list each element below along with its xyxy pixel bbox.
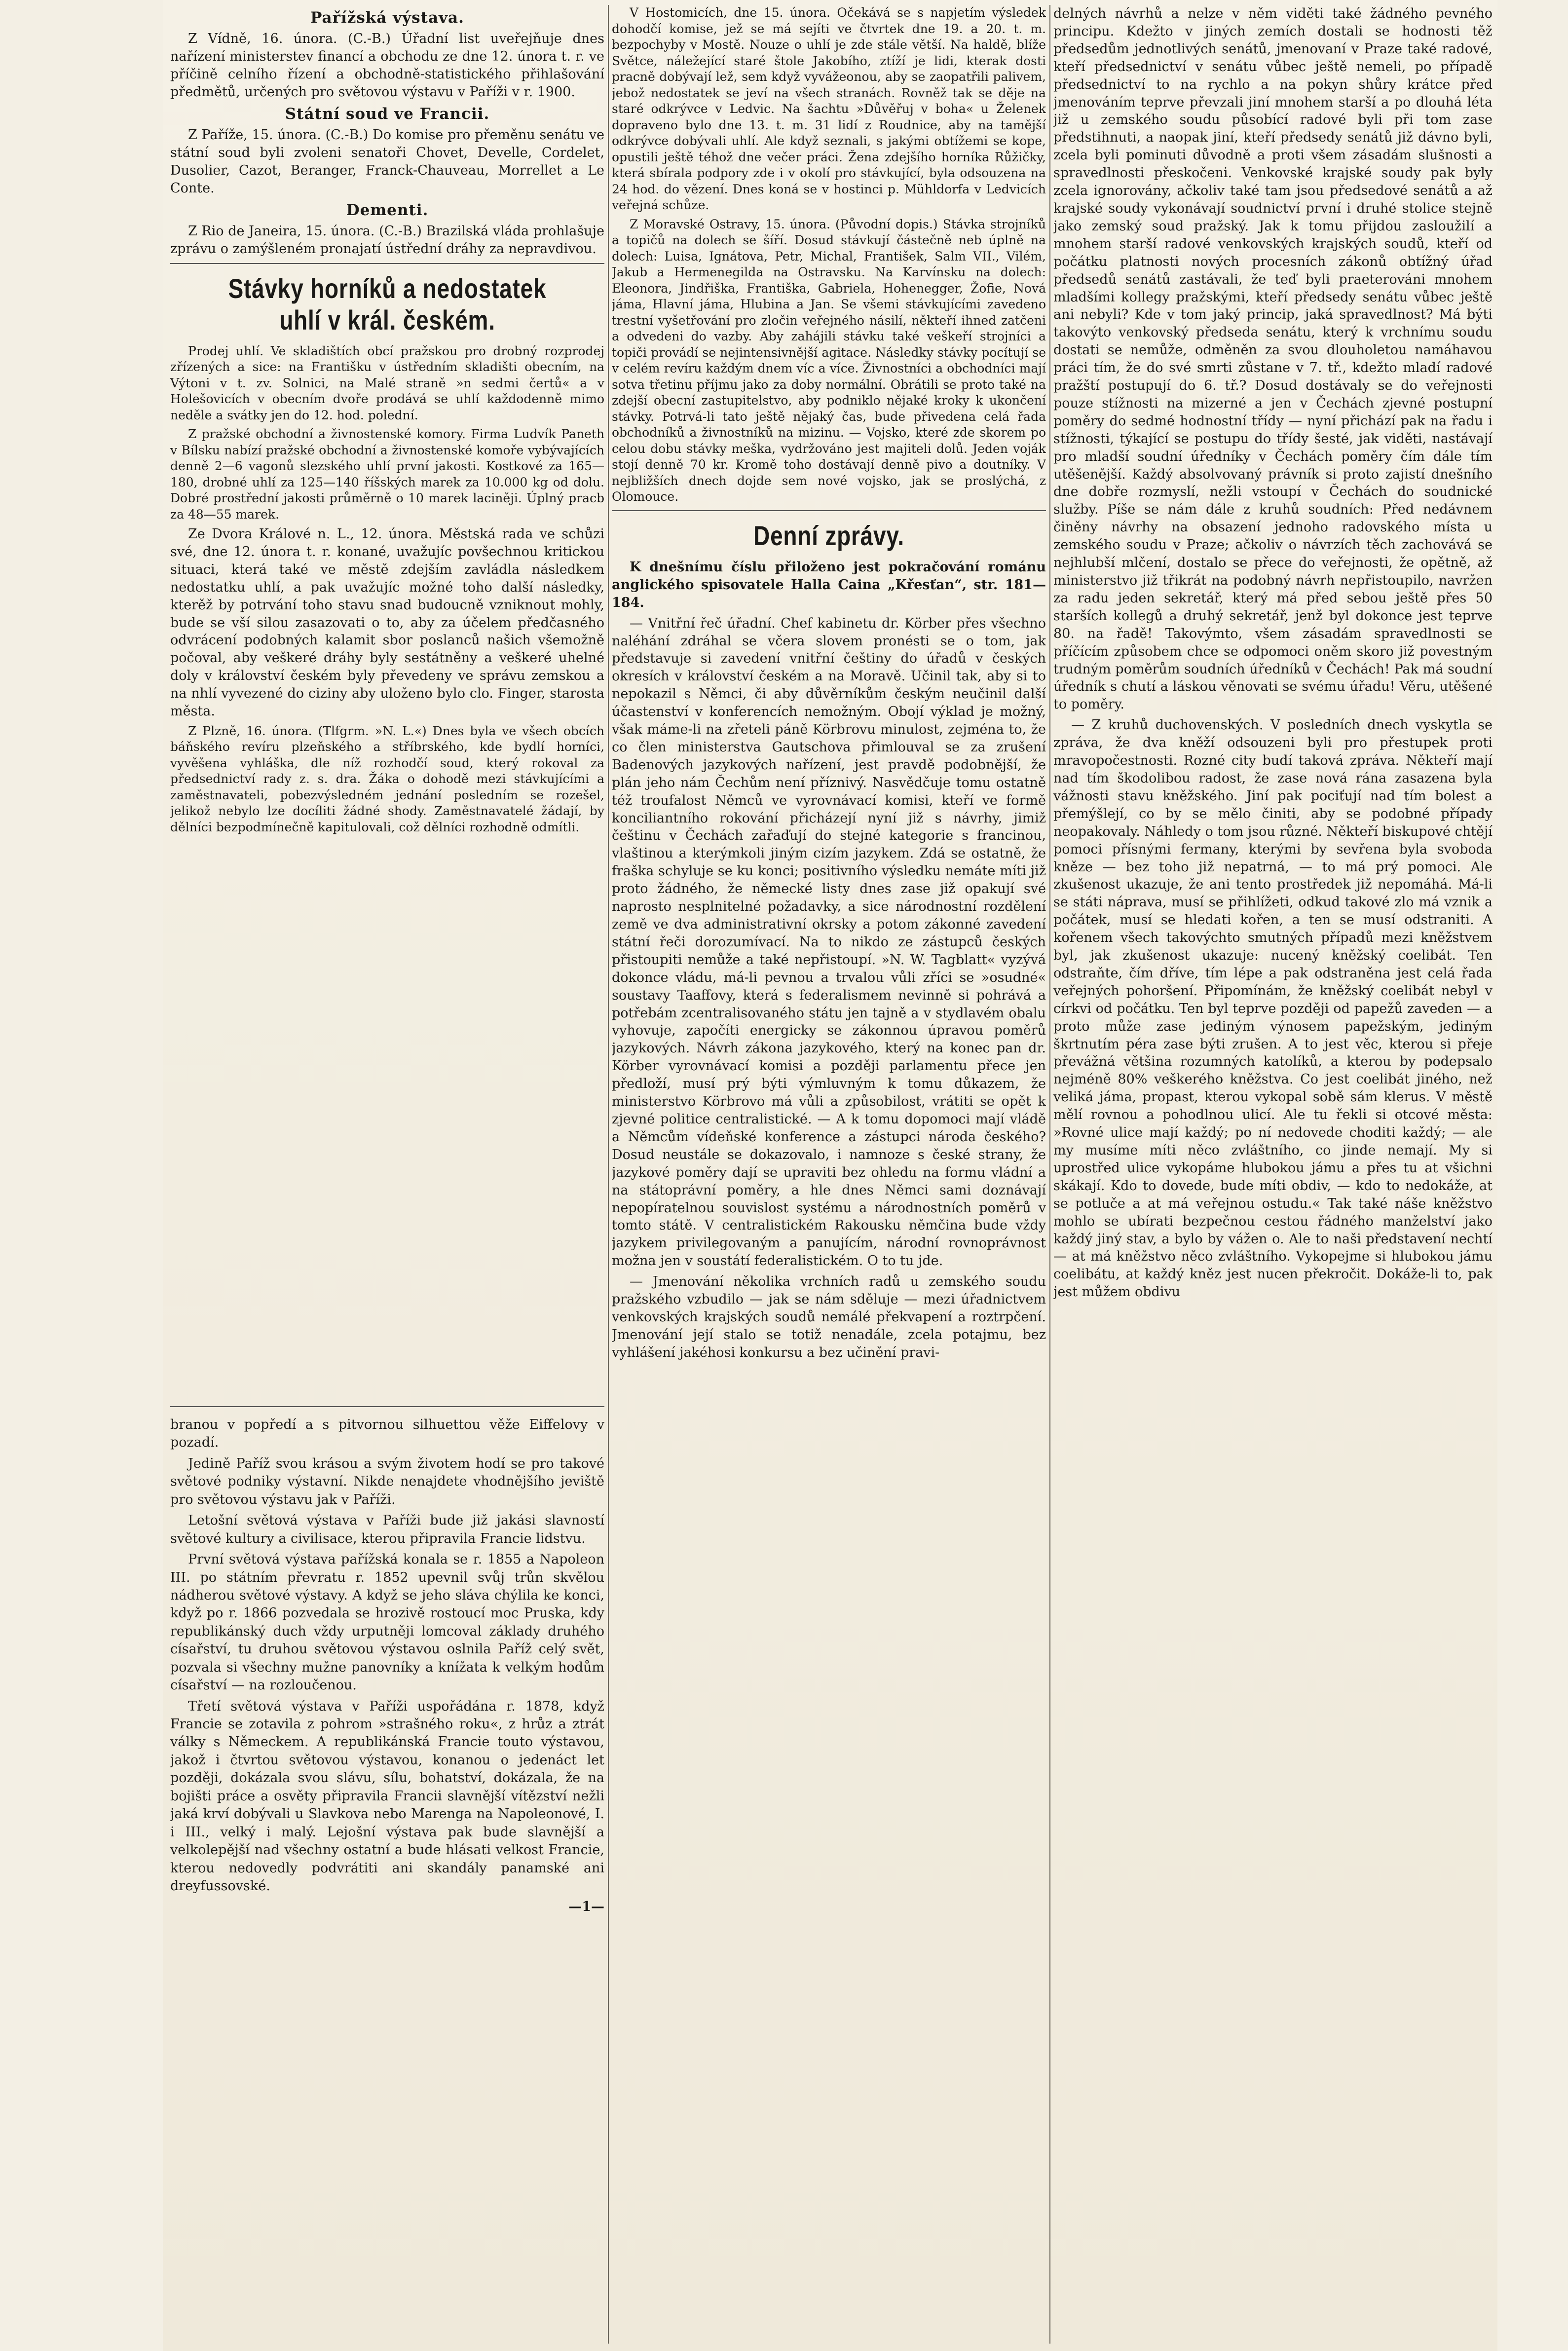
- article-plzen: Z Plzně, 16. února. (Tlfgrm. »N. L.«) Dnes byla ve všech obcích báňského revíru plzeňského a stříbrského, kde bydlí horníci, vyvěšena vyhláška, dle níž rozhodčí soud, který rokoval za předsednictví rady z. s. dra. Žáka o dohodě mezi stávkujícími a zaměstnavateli, pobezvýsledném jednání posledním se rozešel, jelikož nebylo lze docíliti žádné shody. Zaměstnavatelé žádají, by dělníci bezpodmínečně kapitulovali, což dělníci rozhodně odmítli.: [170, 723, 604, 834]
- feuilleton-paragraph: branou v popředí a s pitvornou silhuettou věže Eiffelovy v pozadí.: [170, 1417, 604, 1451]
- page-number: —1—: [568, 1899, 604, 1915]
- column-rule-1: [608, 5, 609, 2344]
- feuilleton-divider: [170, 1406, 604, 1407]
- article-clergy: — Z kruhů duchovenských. V posledních dnech vyskytla se zpráva, že dva kněží odsouzeni byli pro přestupek proti mravopočestnosti. Rozné city budí taková zpráva. Někteří mají nad tím škodolibou radost, že zase nová rána zasazena byla vážnosti stavu kněžského. Jiní pak pociťují nad tím bolest a přemýšlejí, co by se mělo činiti, aby se podobné případy neopakovaly. Náhledy o tom jsou různé. Někteří biskupové chtějí pomoci přísnými fermany, kterými by sevřena byla svoboda kněze — bez toho již nepatrná, — to má prý pomoci. Ale zkušenost ukazuje, že ani tento prostředek již nepomáhá. Má-li se státi náprava, musí se přihlížeti, odkud takové zlo má vznik a počátek, musí se hledati kořen, a ten se musí odstraniti. A kořenem všech takovýchto smutných případů mezi kněžstvem byl, jak zkušenost ukazuje: nucený kněžský coelibát. Ten odstraňte, čím dříve, tím lépe a pak odstraněna jest celá řada veřejných pohoršení. Připomínám, že kněžský coelibát nebyl v církvi od počátku. Ten byl teprve později od papežů zaveden — a proto může zase jediným výnosem papežským, jediným škrtnutím péra zase býti zrušen. A to jest věc, kterou si přeje převážná většina rozumných katolíků, a kterou by podepsalo nejméně 80% veškerého kněžstva. Co jest coelibát jiného, než veliká jáma, propast, kterou vykopal sobě sám klerus. V městě mělí rovnou a pohodlnou ulicí. Ale tu řekli si otcové města: »Rovné ulice mají každý; po ní nedovede choditi každý; — ale my musíme míti něco zvláštního, co jinde nemají. My si uprostřed ulice vykopáme hlubokou jámu a přes tu at všichni skákají. Kdo to dovede, bude míti obdiv, — kdo to nedokáže, at se potluče a at má veřejnou ostudu.« Tak také náše kněžstvo mohlo se ubírati bezpečnou cestou řádného manželství jako každý jiný stav, a bylo by vážen o. Ale to naši představení nechtí — at má kněžstvo něco zvláštního. Vykopejme si hlubokou jámu coelibátu, at každý kněz jest nucen překročit. Dokáže-li to, pak jest můžem obdivu: [1053, 717, 1493, 1300]
- notice-novel-supplement: K dnešnímu číslu přiloženo jest pokračování románu anglického spisovatele Halla Caina „Křesťan“, str. 181—184.: [612, 559, 1046, 610]
- column-rule-2: [1049, 5, 1050, 2344]
- left-margin: [0, 0, 163, 2351]
- article-chamber-of-commerce: Z pražské obchodní a živnostenské komory. Firma Ludvík Paneth v Bílsku nabízí pražské obchodní a živnostenské komoře vybývajících denně 2—6 vagonů slezského uhlí první jakosti. Kostkové za 165—180, drobné uhlí za 125—140 říšských marek za 10.000 kg od dolu. Dobré prostřední jakosti průměrně o 10 marek laciněji. Úplný pracb za 48—55 marek.: [170, 427, 604, 522]
- section-divider: [612, 510, 1046, 511]
- article-state-court: Z Paříže, 15. února. (C.-B.) Do komise pro přeměnu senátu ve státní soud byli zvoleni senatoři Chovet, Develle, Cordelet, Dusolier, Cazot, Beranger, Franck-Chauveau, Morrellet a Le Conte.: [170, 127, 604, 196]
- article-appointments: — Jmenování několika vrchních radů u zemského soudu pražského vzbudilo — jak se nám sděluje — mezi úřadnictvem venkovských krajských soudů nemálé překvapení a roztrpčení. Jmenování její stalo se totiž nenadále, zcela potajmu, bez vyhlášení jakéhosi konkursu a bez učinění pravi-: [612, 1274, 1046, 1360]
- column-3: [1053, 5, 1493, 2344]
- feuilleton-paragraph: Třetí světová výstava v Paříži uspořádána r. 1878, když Francie se zotavila z pohrom »strašného roku«, z hrůz a ztrát války s Německem. A republikánská Francie touto výstavou, jakož i čtvrtou světovou výstavou, konanou o jedenáct let později, dokázala svou slávu, sílu, bohatství, dokázala, že na bojišti práce a osvěty připravila Francii slavnější vítězství nežli jaká krví dobývali u Slavkova nebo Marenga na Napoleonové, I. i III., velký i malý. Lejošní výstava pak bude slavnější a velkolepější nad všechny ostatní a bude hlásati velkost Francie, kterou nedovedly podvrátiti ani skandály panamské ani dreyfussovské.: [170, 1698, 604, 1894]
- headline-daily-news: Denní zprávy.: [753, 520, 904, 551]
- section-head-paris-exhibition: Pařížská výstava.: [310, 9, 464, 27]
- feuilleton-paragraph: První světová výstava pařížská konala se r. 1855 a Napoleon III. po státním převratu r. 1852 upevnil svůj trůn skvělou nádherou světové výstavy. A když se jeho sláva chýlila ke konci, když po r. 1866 pozvedala se hrozivě rostoucí moc Pruska, kdy republikánský duch vždy urputněji lomcoval základy druhého císařství, tu druhou světovou výstavou oslnila Paříž celý svět, pozvala si všechny mužne panovníky a knížata k velkým hodům císařství — na rozloučenou.: [170, 1552, 604, 1693]
- right-margin: [1497, 0, 1568, 2351]
- article-paris-exhibition: Z Vídně, 16. února. (C.-B.) Úřadní list uveřejňuje dnes nařízení ministerstev financí a obchodu ze dne 12. února t. r. ve příčině celního řízení a obchodně-statistického přihlašování předmětů, určených pro světovou výstavu v Paříži v r. 1900.: [170, 31, 604, 100]
- column-2: [612, 5, 1046, 2344]
- section-head-state-court: Státní soud ve Francii.: [285, 105, 490, 123]
- feuilleton-paris: [170, 1416, 604, 2344]
- article-dvur-kralove: Ze Dvora Králové n. L., 12. února. Městská rada ve schůzi své, dne 12. února t. r. konané, uvažujíc povšechnou kritickou situaci, která také ve městě zdejším zavládla následkem nedostatku uhlí, a pak uvažujíc možné toho další následky, kterěž by potrvání toho stavu snad budoucně vzniknout mohly, bude se vší silou zasazovati o to, aby za účelem předčasného odvrácení podobných kalamit sbor poslanců našich všemožně počoval, aby veškeré dráhy byly sestátněny a veškeré uhelné doly v království českém byly převedeny ve správu zemskou a na nhlí vyvezené do ciziny aby uloženo bylo clo. Finger, starosta města.: [170, 526, 604, 719]
- article-coal-sale: Prodej uhlí. Ve skladištích obcí pražskou pro drobný rozprodej zřízených a sice: na Františku v ústředním skladišti obecním, na Výtoni v t. zv. Solnici, na Malé straně »n sedmi čertů« a v Holešovicích v obecním dvoře prodává se uhlí každodenně mimo neděle a svátky jen do 12. hod. polední.: [170, 343, 604, 422]
- section-divider: [170, 263, 604, 264]
- article-dementi: Z Rio de Janeira, 15. února. (C.-B.) Brazilská vláda prohlašuje zprávu o zamýšleném pronajatí ústřední dráhy za nepravdivou.: [170, 223, 604, 257]
- article-moravska-ostrava: Z Moravské Ostravy, 15. února. (Původní dopis.) Stávka strojníků a topičů na dolech se šíří. Dosud stávkují částečně neb úplně na dolech: Luisa, Ignátova, Petr, Michal, František, Salm VII., Vilém, Jakub a Hermenegilda na Ostravsku. Na Karvínsku na dolech: Eleonora, Jindřiška, Františka, Gabriela, Hohenegger, Žofie, Nová jáma, Hlavní jáma, Hlubina a Jan. Se všemi stávkujícími zavedeno trestní vyšetřování pro zločin veřejného násilí, někteří ihned zatčeni a odvedeni do vazby. Aby zahájili stávku také veškeří strojníci a topiči provádí se nejintensivnější agitace. Následky stávky pocítují se v celém revíru každým dnem víc a více. Živnostníci a obchodníci mají sotva třetinu příjmu jako za doby normální. Obrátili se proto také na zdejší obecní zastupitelstvo, aby podniklo nějaké kroky k ukončení stávky. Potrvá-li tato ještě nějaký čas, bude přivedena celá řada obchodníků a živnostníků na mizinu. — Vojsko, které zde skorem po celou dobu stávky meška, vydržováno jest majiteli dolů. Jeden voják stojí denně 70 kr. Kromě toho dostávají denně pivo a doutníky. V nejbližších dnech dojde sem nové vojsko, jak se proslýchá, z Olomouce.: [612, 217, 1046, 504]
- feuilleton-paragraph: Letošní světová výstava v Paříži bude již jakási slavností světové kultury a civilisace, kterou připravila Francie lidstvu.: [170, 1513, 604, 1546]
- headline-miners-strikes: Stávky horníků a nedostatek uhlí v král. českém.: [228, 272, 547, 336]
- article-internal-language: — Vnitřní řeč úřadní. Chef kabinetu dr. Körber přes všechno naléhání zdráhal se včera slovem pronésti se o tom, jak představuje si zavedení vnitřní češtiny do úřadů v českých okresích v království českém a na Moravě. Učinil tak, aby si to nepokazil s Němci, či aby důvěrníkům českým neučinil další účastenství v konferencích nemožným. Obojí výklad je možný, však máme-li na zřeteli páně Körbrovu minulost, zejména to, že co člen ministerstva Gautschova přimlouval se za zrušení Badenových jazykových nařízení, jest pravdě podobnější, že plán jeho nám Čechům není příznivý. Nasvědčuje tomu ostatně též troufalost Němců ve vyrovnávací komisi, kteří ve formě konciliantního rokování přicházejí nyní již s návrhy, jimiž češtinu v Čechách zařaďují do stejné kategorie s francinou, vlaštinou a kterýmkoli jiným cizím jazykem. Zdá se ostatně, že fraška schyluje se ku konci; positivního výsledku nemáte míti již proto žádného, že německé listy dnes zase již opakují své naprosto nesplnitelné požadavky, a sice národnostní rozdělení země ve dva administrativní okrsky a potom zákonné zavedení státní řeči dorozumívací. Na to nikdo ze zástupců českých přistoupiti nemůže a také nepřistoupí. »N. W. Tagblatt« vyzývá dokonce vládu, má-li pevnou a trvalou vůli zříci se »osudné« soustavy Taaffovy, která s federalismem nevinně si pohrává a potřebám zcentralisovaného státu jen tajně a v stydlavém obalu vyhovuje, započíti energicky se zákonnou úpravou poměrů jazykových. Návrh zákona jazykového, který na konec pan dr. Körber vyrovnávací komisi a později parlamentu přece jen předloží, musí prý býti výmluvným k tomu důkazem, že ministerstvo Körbrovo má vůli a způsobilost, vrátiti se opět k zjevné politice centralistické. — A k tomu dopomoci mají vládě a Němcům vídeňské konference a zástupci národa českého? Dosud neustále se dokazovalo, i namnoze s české strany, že jazykové poměry dají se upraviti bez ohledu na formu vládní a na státoprávní poměry, a hle dnes Němci sami doznávají nepopíratelnou souvislost systému a národnostních poměrů v tomto státě. V centralistickém Rakousku němčina bude vždy jazykem privilegovaným a panujícím, národní rovnoprávnost možna jen v soustátí federalistickém. O to tu jde.: [612, 615, 1046, 1269]
- section-head-dementi: Dementi.: [346, 201, 429, 219]
- article-appointments-continued: delných návrhů a nelze v něm viděti také žádného pevného principu. Kdežto v jiných zemích dostali se hodnosti těž předsedům jednotlivých senátů, jmenovaní v Praze také radové, kteří předsednictví v senátu vůbec ještě nemeli, po případě předsednictví to na rychlo a na pokyn shůry krátce před jmenováním teprve převzali jiní mnohem starší a po dlouhá léta již u zemského soudu působící radové byli při tom zase předstihnuti, a naopak jiní, kteří předsedy senátů již dávno byli, zcela byli pominuti důvodně a proti všem zásadám slušnosti a spravedlnosti přeskočeni. Venkovské krajské soudy pak byly zcela ignorovány, ačkoliv také tam jsou předsedové senátů a až krajské soudy vykonávají soudnictví první i druhé stolice stejně jako zemský soud pražský. Jak k tomu přijdou zasloužilí a mnohem starší radové venkovských krajských soudů, kteří od počátku platnosti nových procesních zákonů obtížný úřad předsedů senátů zastávali, že teď byli praeterováni mnohem mladšími kollegy pražskými, kteří předsedy senátu vůbec ještě ani nebyli? Kde v tom jaký princip, jaká spravedlnost? Má býti takovýto venkovský předseda senátu, který k vrchnímu soudu dostati se nemůže, odměněn za svou dlouholetou namáhavou práci tím, že do své smrti zůstane v 7. tř., kdežto mladí radové pražští postupují do 6. tř.? Dosud dostávaly se do veřejnosti pouze stížnosti na mizerné a jen v Čechách zjevné postupní poměry do sedmé hodnostní třídy — nyní přichází pak na řadu i stížnosti, týkající se postupu do třídy šesté, jak viděti, nastávají pro mladší soudní úředníky v Čechách poměry čím dále tím utěšenější. Každý absolvovaný právník si proto zajistí dnešního dne dobře rozmyslí, nežli vstoupí v Čechách do soudnické služby. Píše se nám dále z kruhů soudních: Před nedávnem činěny návrhy na obsazení jednoho radovského místa u zemského soudu v Praze; ačkoliv o návrzích těch zachovává se nejhlubší mlčení, dostalo se přece do veřejnosti, že opětně, až ministerstvo již třikrát na podobný návrh nepřistoupilo, navržen za radu jeden sekretář, který má před sebou ještě přes 50 starších kollegů a druhý sekretář, jenž byl dokonce jest teprve 80. na řadě! Takovýmto, všem zásadám spravedlnosti se příčícím způsobem chce se odpomoci oněm skoro již povestným trudným poměrům soudních úředníků v Čechách! Pak má soudní úředník s chutí a láskou věnovati se svému úřadu! Věru, utěšené to poměry.: [1053, 6, 1493, 712]
- article-hostomice: V Hostomicích, dne 15. února. Očekává se s napjetím výsledek dohodčí komise, jež se má sejíti ve čtvrtek dne 19. a 20. t. m. bezpochyby v Mostě. Nouze o uhlí je zde stále větší. Na haldě, blíže Světce, náležející staré štole Jakobího, ztíží je lidi, kterak dosti pracně dobývají lež, sem když vyvážeonou, aby se zaopatřili palivem, jebož nedostatek se jeví na všech stranách. Rovněž tak se děje na staré odkrývce v Ledvic. Na šachtu »Důvěřuj v boha« u Želenek dopraveno bylo dne 13. t. m. 31 lidí z Roudnice, aby na tamější odkrývce dobývali uhlí. Ale když seznali, s jakými obtížemi se kope, opustili ještě téhož dne večer práci. Žena zdejšího horníka Růžičky, která sbírala podpory zde i v okolí pro stávkující, byla odsouzena na 24 hod. do vězení. Dnes koná se v hostinci p. Mühldorfa v Ledvicích veřejná schůze.: [612, 5, 1046, 212]
- feuilleton-paragraph: Jedině Paříž svou krásou a svým životem hodí se pro takové světové podniky výstavní. Nikde nenajdete vhodnějšího jeviště pro světovou výstavu jak v Paříži.: [170, 1455, 604, 1507]
